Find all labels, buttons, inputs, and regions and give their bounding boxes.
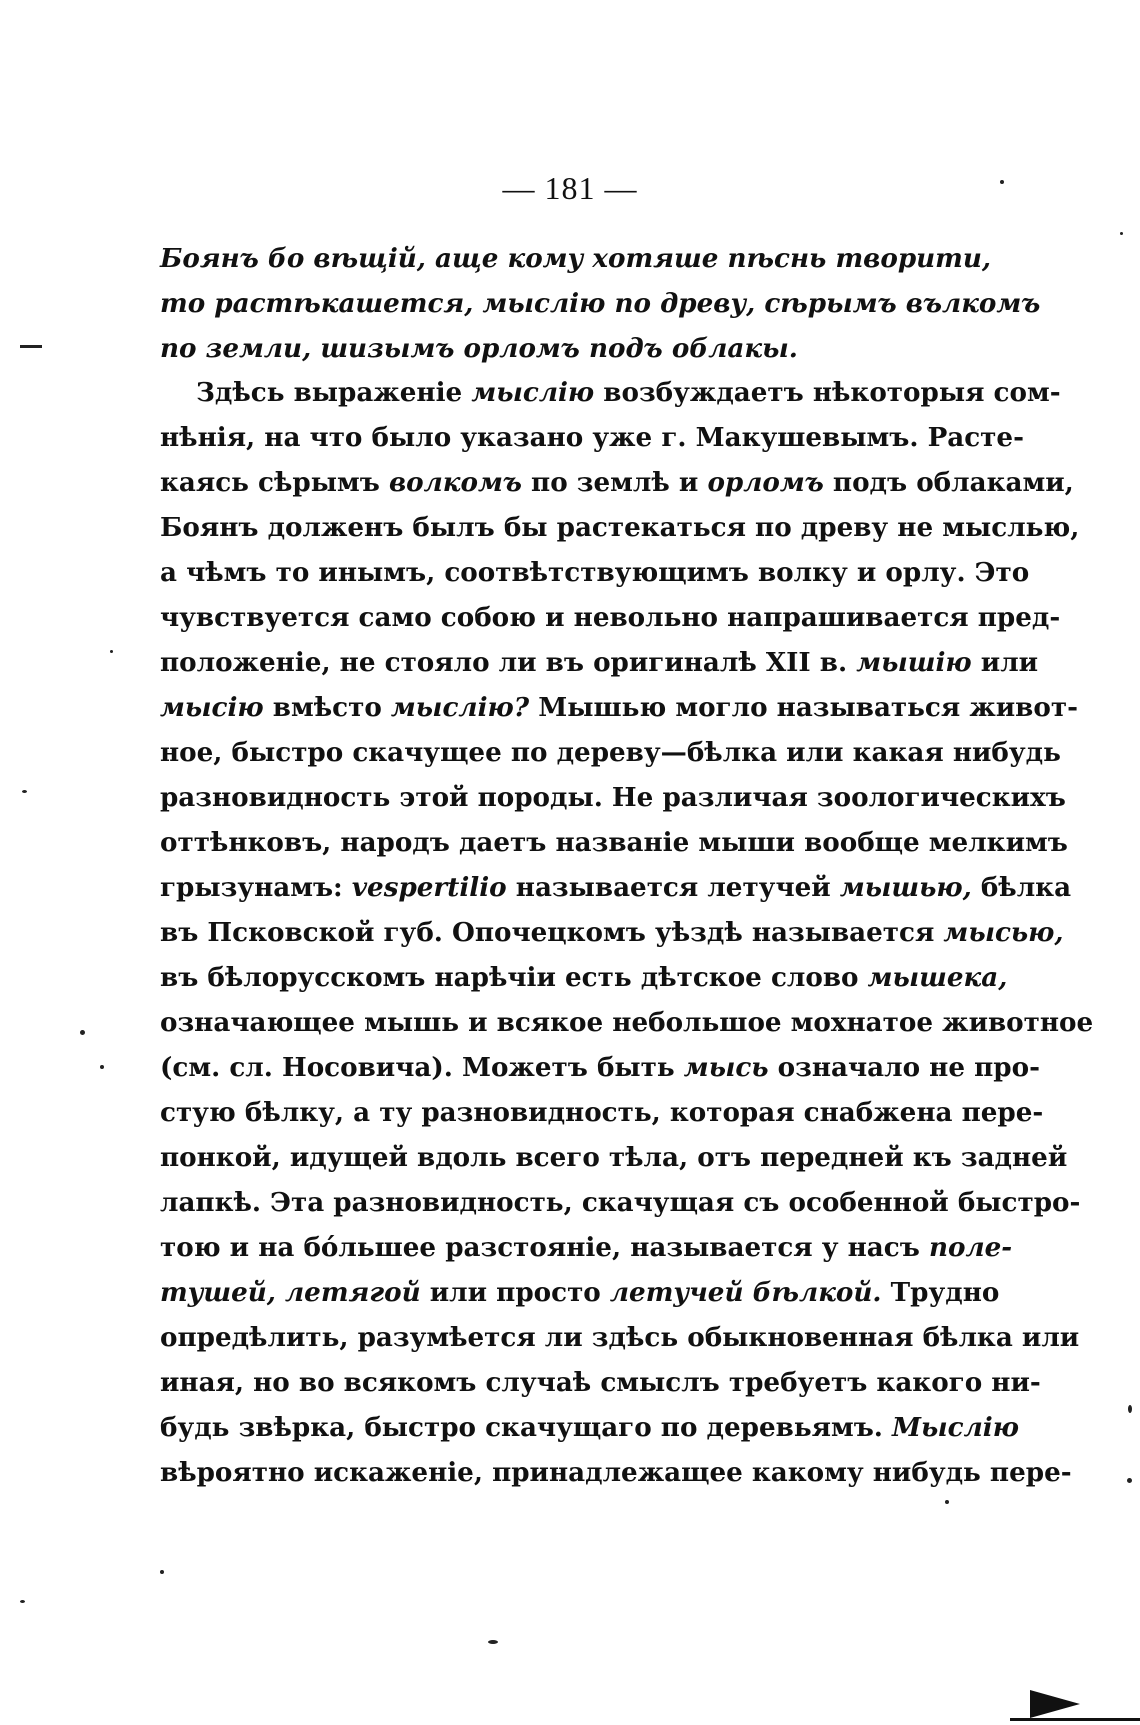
quote-line-text: то растѣкашется, мыслію по древу, сѣрымъ вълкомъ xyxy=(160,288,1041,319)
epigraph-quote xyxy=(160,236,1041,371)
scan-speck xyxy=(1128,1405,1132,1413)
body-text-segment: а чѣмъ то инымъ, соотвѣтствующимъ волку и орлу. Это xyxy=(160,557,1030,588)
body-text-segment: вмѣсто xyxy=(263,692,391,723)
quote-line-text: по земли, шизымъ орломъ подъ облакы. xyxy=(160,333,798,364)
italic-term: волкомъ xyxy=(388,467,522,498)
body-text-segment: положеніе, не стояло ли въ оригиналѣ XII в. xyxy=(160,647,857,678)
italic-term: орломъ xyxy=(707,467,824,498)
body-line xyxy=(160,1135,1068,1180)
body-text-segment: стую бѣлку, а ту разновидность, которая снабжена пере- xyxy=(160,1097,1044,1128)
scan-speck xyxy=(1127,1478,1132,1483)
body-text-segment: означающее мышь и всякое небольшое мохнатое животное xyxy=(160,1007,1094,1038)
body-text-segment: бѣлка xyxy=(971,872,1072,903)
body-line xyxy=(160,505,1080,550)
body-text-segment: вѣроятно искаженіе, принадлежащее какому нибудь пере- xyxy=(160,1457,1072,1488)
body-text-segment: по землѣ и xyxy=(521,467,708,498)
body-text-segment: чувствуется само собою и невольно напрашивается пред- xyxy=(160,602,1061,633)
body-text-segment: означало не про- xyxy=(768,1052,1040,1083)
italic-term: мышека, xyxy=(867,962,1008,993)
scan-speck xyxy=(22,790,27,793)
italic-term: мышью, xyxy=(839,872,972,903)
scan-speck xyxy=(110,650,113,653)
body-text-segment: Трудно xyxy=(881,1277,1000,1308)
body-text-segment: Мышью могло называться живот- xyxy=(529,692,1078,723)
body-line xyxy=(160,1450,1072,1495)
body-line xyxy=(160,775,1066,820)
body-line xyxy=(160,910,1064,955)
body-text-segment: въ Псковской губ. Опочецкомъ уѣздѣ называется xyxy=(160,917,944,948)
italic-term: Мыслію xyxy=(892,1412,1019,1443)
scan-speck xyxy=(1120,232,1123,235)
scan-speck xyxy=(20,1600,25,1603)
body-text-segment: подъ облаками, xyxy=(823,467,1074,498)
body-line xyxy=(160,1090,1044,1135)
body-line xyxy=(160,415,1024,460)
body-line xyxy=(160,1000,1094,1045)
body-line xyxy=(160,550,1030,595)
body-text-segment: въ бѣлорусскомъ нарѣчіи есть дѣтское слово xyxy=(160,962,868,993)
italic-term: мысью, xyxy=(943,917,1064,948)
body-line xyxy=(160,1045,1040,1090)
body-text-segment: разновидность этой породы. Не различая зоологическихъ xyxy=(160,782,1066,813)
body-line xyxy=(160,1270,1000,1315)
body-text-segment: ное, быстро скачущее по дереву—бѣлка или какая нибудь xyxy=(160,737,1061,768)
quote-line xyxy=(160,236,992,281)
body-text-segment: возбуждаетъ нѣкоторыя сом- xyxy=(594,377,1061,408)
scan-speck xyxy=(80,1030,85,1035)
italic-term: летучей бѣлкой. xyxy=(609,1277,882,1308)
italic-term: тушей, летягой xyxy=(160,1277,421,1308)
quote-line xyxy=(160,281,1041,326)
body-text-segment: Боянъ долженъ былъ бы растекаться по древу не мыслью, xyxy=(160,512,1080,543)
body-line xyxy=(160,1180,1081,1225)
italic-term: мысь xyxy=(683,1052,769,1083)
body-text-segment: или xyxy=(971,647,1039,678)
body-text-segment: будь звѣрка, быстро скачущаго по деревьямъ. xyxy=(160,1412,893,1443)
scan-speck xyxy=(945,1500,949,1504)
body-text-segment: тою и на бóльшее разстояніе, называется у насъ xyxy=(160,1232,929,1263)
scan-speck xyxy=(160,1570,164,1574)
body-text-segment: (см. сл. Носовича). Можетъ быть xyxy=(160,1052,684,1083)
body-text xyxy=(160,370,1094,1495)
body-text-segment: каясь сѣрымъ xyxy=(160,467,389,498)
body-text-segment: оттѣнковъ, народъ даетъ названіе мыши вообще мелкимъ xyxy=(160,827,1068,858)
margin-dash-mark xyxy=(20,345,42,348)
italic-term: мышію xyxy=(856,647,972,678)
body-text-segment: опредѣлить, разумѣется ли здѣсь обыкновенная бѣлка или xyxy=(160,1322,1080,1353)
body-line xyxy=(160,595,1061,640)
body-line xyxy=(160,1360,1041,1405)
body-line xyxy=(160,370,1061,415)
body-line xyxy=(160,820,1068,865)
body-line xyxy=(160,640,1039,685)
body-text-segment: понкой, идущей вдоль всего тѣла, отъ передней къ задней xyxy=(160,1142,1068,1173)
body-line xyxy=(160,955,1008,1000)
body-line xyxy=(160,460,1074,505)
scan-speck xyxy=(100,1065,104,1069)
page-number: — 181 — xyxy=(502,170,638,206)
corner-rule-mark xyxy=(1010,1718,1140,1721)
italic-term: мысію xyxy=(160,692,264,723)
italic-term: мыслію? xyxy=(390,692,530,723)
quote-line-text: Боянъ бо вѣщій, аще кому хотяше пѣснь творити, xyxy=(160,243,992,274)
body-text-segment: грызунамъ: xyxy=(160,872,352,903)
body-text-segment: называется летучей xyxy=(506,872,840,903)
body-line xyxy=(160,730,1061,775)
italic-term: поле- xyxy=(928,1232,1013,1263)
corner-arrow-mark xyxy=(1030,1690,1080,1718)
scan-speck xyxy=(1000,180,1004,184)
italic-term: мыслію xyxy=(471,377,595,408)
italic-term: vespertilio xyxy=(351,872,507,903)
body-line xyxy=(160,1225,1013,1270)
body-text-segment: иная, но во всякомъ случаѣ смыслъ требуетъ какого ни- xyxy=(160,1367,1041,1398)
body-line xyxy=(160,1315,1080,1360)
scan-speck xyxy=(488,1640,498,1644)
body-text-segment: или просто xyxy=(420,1277,610,1308)
body-line xyxy=(160,1405,1019,1450)
body-text-segment: Здѣсь выраженіе xyxy=(196,377,472,408)
body-line xyxy=(160,865,1072,910)
quote-line xyxy=(160,326,912,371)
body-line xyxy=(160,685,1078,730)
body-text-segment: нѣнія, на что было указано уже г. Макушевымъ. Расте- xyxy=(160,422,1024,453)
body-text-segment: лапкѣ. Эта разновидность, скачущая съ особенной быстро- xyxy=(160,1187,1081,1218)
